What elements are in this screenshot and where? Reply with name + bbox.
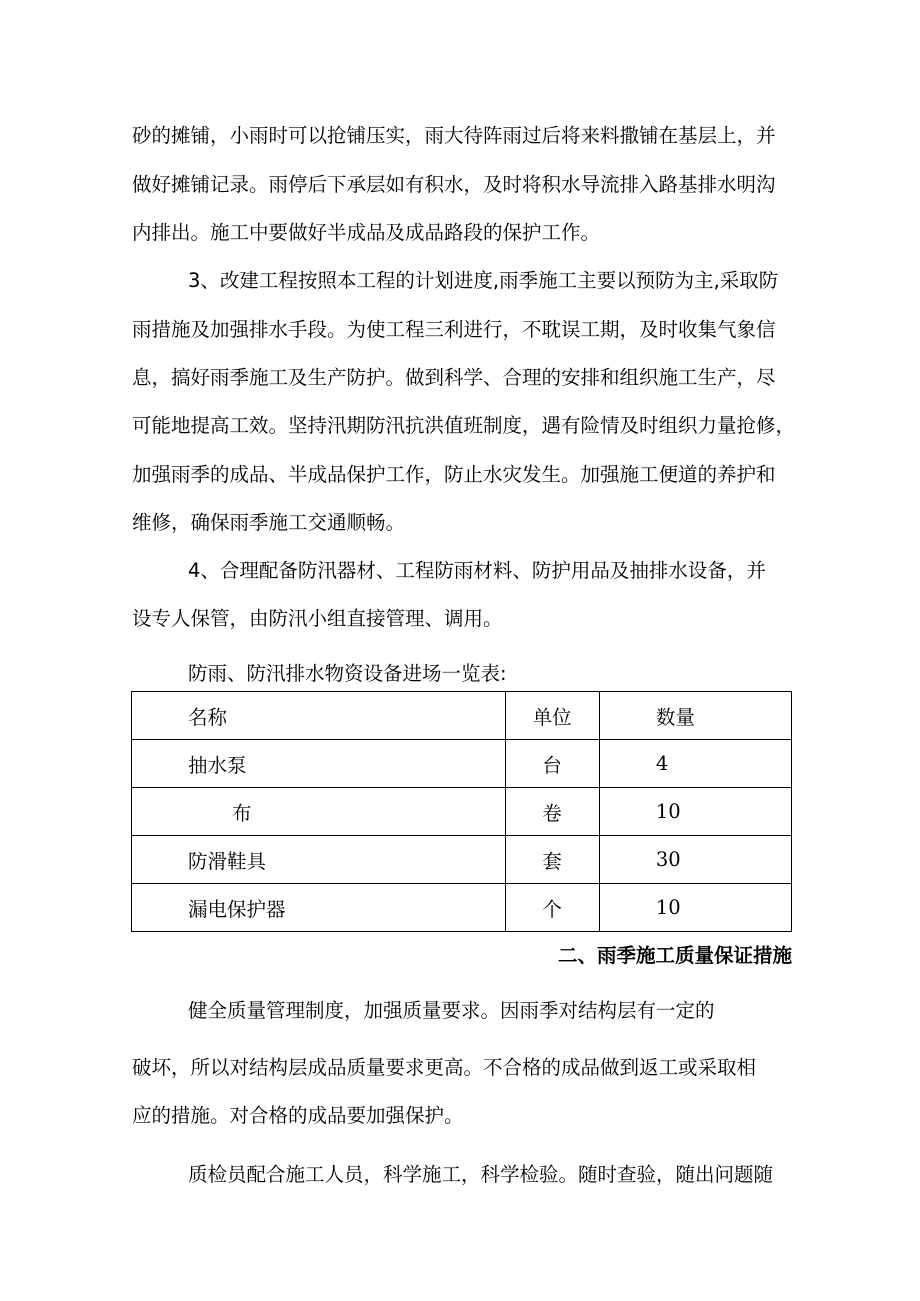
paragraph-line: 设专人保管，由防汛小组直接管理、调用。 xyxy=(132,607,503,630)
section-heading: 二、雨季施工质量保证措施 xyxy=(557,944,792,967)
paragraph-line: 破坏，所以对结构层成品质量要求更高。不合格的成品做到返工或采取相 xyxy=(132,1056,757,1079)
table-row xyxy=(132,788,792,836)
paragraph-line: 4、合理配备防汛器材、工程防雨材料、防护用品及抽排水设备，并 xyxy=(188,559,766,582)
paragraph-line: 内排出。施工中要做好半成品及成品路段的保护工作。 xyxy=(132,221,601,244)
cell-unit: 台 xyxy=(505,740,599,788)
paragraph-line: 维修，确保雨季施工交通顺畅。 xyxy=(132,511,406,534)
table-row xyxy=(132,884,792,932)
header-unit: 单位 xyxy=(505,692,599,740)
cell-qty: 4 xyxy=(599,740,791,788)
paragraph-line: 健全质量管理制度，加强质量要求。因雨季对结构层有一定的 xyxy=(188,999,715,1022)
paragraph-line: 可能地提高工效。坚持汛期防汛抗洪值班制度，遇有险情及时组织力量抢修， xyxy=(132,414,796,437)
cell-qty: 30 xyxy=(599,836,791,884)
table-row xyxy=(132,740,792,788)
paragraph-line: 雨措施及加强排水手段。为使工程三利进行，不耽误工期，及时收集气象信 xyxy=(132,318,776,341)
materials-table xyxy=(131,691,792,932)
table-caption: 防雨、防汛排水物资设备进场一览表: xyxy=(188,662,507,685)
cell-unit: 卷 xyxy=(505,788,599,836)
paragraph-line: 质检员配合施工人员，科学施工，科学检验。随时查验，随出问题随 xyxy=(188,1163,774,1186)
header-qty: 数量 xyxy=(599,692,791,740)
cell-name: 抽水泵 xyxy=(132,740,506,788)
paragraph-line: 息，搞好雨季施工及生产防护。做到科学、合理的安排和组织施工生产，尽 xyxy=(132,366,776,389)
table-row xyxy=(132,836,792,884)
cell-unit: 套 xyxy=(505,836,599,884)
paragraph-line: 砂的摊铺，小雨时可以抢铺压实，雨大待阵雨过后将来料撒铺在基层上，并 xyxy=(132,124,776,147)
header-name: 名称 xyxy=(132,692,506,740)
cell-qty: 10 xyxy=(599,788,791,836)
paragraph-line: 加强雨季的成品、半成品保护工作，防止水灾发生。加强施工便道的养护和 xyxy=(132,463,776,486)
cell-name: 防滑鞋具 xyxy=(132,836,506,884)
cell-name: 布 xyxy=(132,788,506,836)
cell-unit: 个 xyxy=(505,884,599,932)
cell-qty: 10 xyxy=(599,884,791,932)
paragraph-line: 3、改建工程按照本工程的计划进度,雨季施工主要以预防为主,采取防 xyxy=(188,269,779,292)
cell-name: 漏电保护器 xyxy=(132,884,506,932)
paragraph-line: 应的措施。对合格的成品要加强保护。 xyxy=(132,1104,464,1127)
paragraph-line: 做好摊铺记录。雨停后下承层如有积水，及时将积水导流排入路基排水明沟 xyxy=(132,173,776,196)
table-header-row xyxy=(132,692,792,740)
